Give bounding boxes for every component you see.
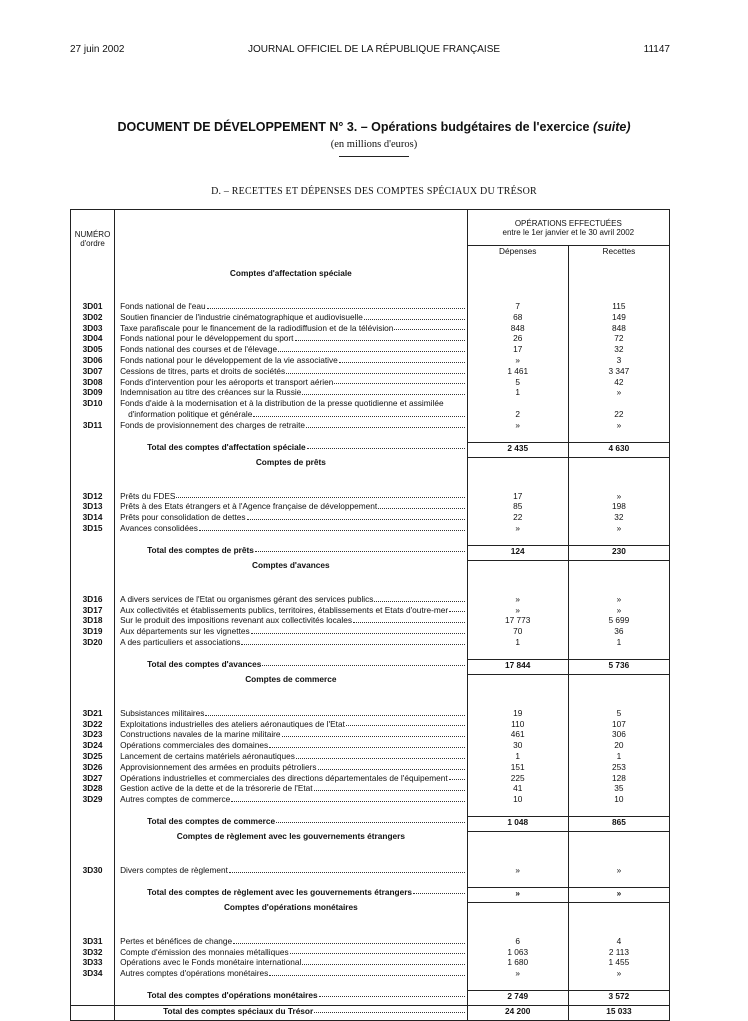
- total-label: Total des comptes de prêts: [115, 545, 468, 560]
- depenses-value: 68: [467, 312, 568, 323]
- row-number: 3D05: [71, 344, 115, 355]
- leader-dots: [276, 816, 465, 823]
- table-row: [71, 729, 670, 740]
- group-title: Comptes d'avances: [115, 560, 468, 583]
- row-label: Fonds national des courses et de l'élevage: [115, 344, 468, 355]
- recettes-value: 253: [611, 761, 626, 772]
- table-row: [71, 344, 670, 355]
- depenses-value: »: [467, 420, 568, 431]
- document-title: DOCUMENT DE DÉVELOPPEMENT N° 3. – Opérations budgétaires de l'exercice (suite): [117, 120, 631, 134]
- row-number: 3D20: [71, 637, 115, 648]
- total-depenses: 124: [467, 545, 568, 560]
- header-journal: JOURNAL OFFICIEL DE LA RÉPUBLIQUE FRANÇAISE: [247, 44, 501, 55]
- recettes-value: 32: [614, 512, 624, 523]
- recettes-value: 42: [614, 376, 624, 387]
- depenses-value: 17: [467, 491, 568, 502]
- row-number: 3D04: [71, 333, 115, 344]
- row-label: Fonds national pour le développement de la vie associative: [115, 355, 468, 366]
- leader-dots: [302, 387, 464, 395]
- recettes-value: 107: [611, 718, 626, 729]
- total-label: Total des comptes d'affectation spéciale: [115, 442, 468, 457]
- row-number: 3D14: [71, 512, 115, 523]
- row-label: Fonds national pour le développement du sport: [115, 333, 468, 344]
- recettes-value: 3: [616, 354, 622, 365]
- table-row: [71, 865, 670, 876]
- row-number: 3D07: [71, 366, 115, 377]
- recettes-value: 32: [614, 344, 624, 355]
- leader-dots: [269, 968, 464, 976]
- row-number: 3D23: [71, 729, 115, 740]
- table-row: [71, 523, 670, 534]
- row-number: 3D13: [71, 501, 115, 512]
- row-number: 3D10: [71, 398, 115, 420]
- leader-dots: [295, 333, 465, 341]
- row-label: Fonds national de l'eau: [115, 301, 468, 312]
- group-total-row: [71, 990, 670, 1005]
- recettes-value: 1: [616, 750, 622, 761]
- table-row: [71, 501, 670, 512]
- column-header-numero: NUMÉRO d'ordre: [71, 210, 115, 269]
- recettes-value: 3 347: [608, 365, 630, 376]
- row-label: Taxe parafiscale pour le financement de la radiodiffusion et de la télévision: [115, 323, 468, 334]
- table-row: [71, 957, 670, 968]
- row-label: A divers services de l'Etat ou organismes gérant des services publics: [115, 594, 468, 605]
- column-header-recettes: Recettes: [568, 246, 669, 269]
- group-header: [71, 268, 670, 290]
- row-label: Prêts pour consolidation de dettes: [115, 512, 468, 523]
- header-date: 27 juin 2002: [70, 44, 125, 55]
- recettes-value: 2 113: [608, 946, 629, 957]
- leader-dots: [255, 545, 465, 552]
- group-header: [71, 902, 670, 925]
- recettes-value: 128: [611, 772, 626, 783]
- leader-dots: [307, 442, 465, 449]
- row-label: Prêts à des Etats étrangers et à l'Agence française de développement: [115, 501, 468, 512]
- leader-dots: [262, 659, 464, 666]
- group-header: [71, 560, 670, 583]
- leader-dots: [364, 312, 465, 320]
- row-label: Exploitations industrielles des ateliers aéronautiques de l'Etat: [115, 719, 468, 730]
- row-number: 3D29: [71, 794, 115, 805]
- row-label: Fonds d'intervention pour les aéroports et transport aérien: [115, 377, 468, 388]
- table-body: [71, 210, 670, 1021]
- recettes-value: »: [616, 522, 622, 533]
- leader-dots: [339, 355, 465, 363]
- row-label: Soutien financier de l'industrie cinématographique et audiovisuelle: [115, 312, 468, 323]
- depenses-value: 461: [467, 729, 568, 740]
- row-label: Opérations commerciales des domaines: [115, 740, 468, 751]
- depenses-value: 225: [467, 773, 568, 784]
- group-header: [71, 674, 670, 697]
- table-row: [71, 398, 670, 420]
- depenses-value: 848: [467, 323, 568, 334]
- recettes-value: »: [616, 968, 622, 979]
- table-row: [71, 936, 670, 947]
- document-subtitle: (en millions d'euros): [330, 139, 418, 150]
- recettes-value: 848: [611, 322, 626, 333]
- total-recettes: 4 630: [568, 442, 669, 457]
- depenses-value: »: [467, 968, 568, 979]
- group-header: [71, 457, 670, 480]
- depenses-value: »: [467, 355, 568, 366]
- recettes-value: 5: [616, 707, 622, 718]
- leader-dots: [314, 1006, 464, 1013]
- depenses-value: 17: [467, 344, 568, 355]
- recettes-value: 22: [614, 408, 624, 419]
- row-label: Opérations avec le Fonds monétaire international: [115, 957, 468, 968]
- total-depenses: 2 435: [467, 442, 568, 457]
- table-row: [71, 708, 670, 719]
- leader-dots: [251, 626, 465, 634]
- leader-dots: [346, 719, 465, 727]
- depenses-value: 10: [467, 794, 568, 805]
- recettes-value: 36: [614, 626, 624, 637]
- depenses-value: 1 680: [467, 957, 568, 968]
- row-label: Divers comptes de règlement: [115, 865, 468, 876]
- recettes-value: 5 699: [608, 615, 630, 626]
- total-recettes: »: [568, 887, 669, 902]
- total-label: Total des comptes d'opérations monétaires: [115, 990, 468, 1005]
- row-number: 3D21: [71, 708, 115, 719]
- leader-dots: [314, 783, 465, 791]
- table-row: [71, 751, 670, 762]
- table-row: [71, 323, 670, 334]
- leader-dots: [302, 957, 464, 965]
- row-number: 3D15: [71, 523, 115, 534]
- recettes-value: 1: [616, 636, 622, 647]
- leader-dots: [318, 762, 465, 770]
- row-label: Constructions navales de la marine militaire: [115, 729, 468, 740]
- leader-dots: [378, 501, 464, 509]
- depenses-value: 1: [467, 387, 568, 398]
- group-total-row: [71, 545, 670, 560]
- column-header-operations: OPÉRATIONS EFFECTUÉES entre le 1er janvier et le 30 avril 2002: [502, 218, 635, 237]
- row-number: 3D26: [71, 762, 115, 773]
- table-row: [71, 626, 670, 637]
- special-accounts-table: [70, 209, 670, 1021]
- total-label: Total des comptes d'avances: [115, 659, 468, 674]
- table-row: [71, 333, 670, 344]
- total-recettes: 3 572: [568, 990, 669, 1005]
- table-row: [71, 637, 670, 648]
- recettes-value: 10: [614, 794, 624, 805]
- total-depenses: 1 048: [467, 816, 568, 831]
- depenses-value: 1: [467, 637, 568, 648]
- leader-dots: [334, 377, 464, 385]
- total-label: Total des comptes de règlement avec les gouvernements étrangers: [115, 887, 468, 902]
- total-recettes: 230: [568, 545, 669, 560]
- depenses-value: 17 773: [467, 615, 568, 626]
- recettes-value: 4: [616, 935, 622, 946]
- table-row: [71, 377, 670, 388]
- row-number: 3D28: [71, 783, 115, 794]
- table-row: [71, 947, 670, 958]
- depenses-value: 151: [467, 762, 568, 773]
- depenses-value: 85: [467, 501, 568, 512]
- leader-dots: [229, 865, 465, 873]
- total-label: Total des comptes de commerce: [115, 816, 468, 831]
- leader-dots: [449, 605, 465, 613]
- leader-dots: [207, 301, 465, 309]
- depenses-value: »: [467, 594, 568, 605]
- row-number: 3D31: [71, 936, 115, 947]
- row-label: Subsistances militaires: [115, 708, 468, 719]
- leader-dots: [253, 409, 464, 417]
- row-label: Autres comptes d'opérations monétaires: [115, 968, 468, 979]
- leader-dots: [247, 512, 465, 520]
- row-number: 3D18: [71, 615, 115, 626]
- leader-dots: [176, 491, 464, 499]
- table-row: [71, 420, 670, 431]
- total-depenses: 17 844: [467, 659, 568, 674]
- row-label: Fonds d'aide à la modernisation et à la distribution de la presse quotidienne et assimilée d'information politique et générale: [115, 398, 468, 420]
- table-row: [71, 355, 670, 366]
- depenses-value: »: [467, 605, 568, 616]
- table-row: [71, 615, 670, 626]
- depenses-value: 19: [467, 708, 568, 719]
- recettes-value: »: [616, 864, 622, 875]
- row-number: 3D12: [71, 491, 115, 502]
- recettes-value: 1 455: [608, 957, 630, 968]
- row-number: 3D22: [71, 719, 115, 730]
- row-number: 3D27: [71, 773, 115, 784]
- group-total-row: [71, 887, 670, 902]
- table-row: [71, 366, 670, 377]
- row-label: Compte d'émission des monnaies métalliques: [115, 947, 468, 958]
- row-label: Gestion active de la dette et de la trésorerie de l'Etat: [115, 783, 468, 794]
- row-label: Aux collectivités et établissements publics, territoires, établissements et Etats d'outre-mer: [115, 605, 468, 616]
- table-row: [71, 968, 670, 979]
- row-label: Lancement de certains matériels aéronautiques: [115, 751, 468, 762]
- depenses-value: 70: [467, 626, 568, 637]
- row-label: Indemnisation au titre des créances sur la Russie: [115, 387, 468, 398]
- title-rule: [339, 156, 409, 157]
- row-number: 3D17: [71, 605, 115, 616]
- leader-dots: [394, 323, 464, 331]
- row-number: 3D16: [71, 594, 115, 605]
- row-number: 3D32: [71, 947, 115, 958]
- leader-dots: [353, 615, 465, 623]
- depenses-value: 5: [467, 377, 568, 388]
- recettes-value: »: [616, 387, 622, 398]
- grand-total-label: Total des comptes spéciaux du Trésor: [115, 1005, 468, 1020]
- leader-dots: [449, 773, 465, 781]
- leader-dots: [374, 594, 464, 602]
- leader-dots: [296, 751, 465, 759]
- group-header: [71, 831, 670, 854]
- depenses-value: 41: [467, 783, 568, 794]
- leader-dots: [233, 936, 464, 944]
- depenses-value: 6: [467, 936, 568, 947]
- depenses-value: 30: [467, 740, 568, 751]
- group-title: Comptes de commerce: [115, 674, 468, 697]
- leader-dots: [241, 637, 464, 645]
- recettes-value: 149: [611, 311, 626, 322]
- table-row: [71, 512, 670, 523]
- row-number: 3D09: [71, 387, 115, 398]
- recettes-value: 306: [611, 729, 626, 740]
- depenses-value: »: [467, 865, 568, 876]
- row-number: 3D33: [71, 957, 115, 968]
- group-total-row: [71, 442, 670, 457]
- depenses-value: »: [467, 523, 568, 534]
- table-row: [71, 594, 670, 605]
- group-title: Comptes d'opérations monétaires: [115, 902, 468, 925]
- total-recettes: 5 736: [568, 659, 669, 674]
- total-depenses: »: [467, 887, 568, 902]
- row-number: 3D19: [71, 626, 115, 637]
- group-title: Comptes de prêts: [115, 457, 468, 480]
- recettes-value: »: [616, 593, 622, 604]
- table-row: [71, 605, 670, 616]
- table-row: [71, 773, 670, 784]
- recettes-value: 35: [614, 783, 624, 794]
- row-label: Approvisionnement des armées en produits pétroliers: [115, 762, 468, 773]
- table-row: [71, 762, 670, 773]
- row-number: 3D01: [71, 301, 115, 312]
- row-label: Fonds de provisionnement des charges de retraite: [115, 420, 468, 431]
- depenses-value: 26: [467, 333, 568, 344]
- section-title: D. – RECETTES ET DÉPENSES DES COMPTES SPÉCIAUX DU TRÉSOR: [211, 186, 537, 197]
- table-row: [71, 783, 670, 794]
- row-number: 3D06: [71, 355, 115, 366]
- group-total-row: [71, 659, 670, 674]
- leader-dots: [290, 947, 465, 955]
- leader-dots: [413, 887, 465, 894]
- depenses-value: 2: [467, 398, 568, 420]
- column-header-depenses: Dépenses: [467, 246, 568, 269]
- table-row: [71, 301, 670, 312]
- leader-dots: [269, 740, 465, 748]
- row-label: Prêts du FDES: [115, 491, 468, 502]
- depenses-value: 22: [467, 512, 568, 523]
- recettes-value: »: [616, 604, 622, 615]
- row-number: 3D11: [71, 420, 115, 431]
- row-label: Avances consolidées: [115, 523, 468, 534]
- table-row: [71, 491, 670, 502]
- row-number: 3D25: [71, 751, 115, 762]
- depenses-value: 110: [467, 719, 568, 730]
- depenses-value: 1: [467, 751, 568, 762]
- leader-dots: [306, 420, 465, 428]
- recettes-value: 20: [614, 740, 624, 751]
- table-row: [71, 719, 670, 730]
- leader-dots: [282, 729, 465, 737]
- total-recettes: 865: [568, 816, 669, 831]
- group-total-row: [71, 816, 670, 831]
- header-page-number: 11147: [643, 44, 670, 55]
- depenses-value: 7: [467, 301, 568, 312]
- table-row: [71, 387, 670, 398]
- group-title: Comptes d'affectation spéciale: [115, 268, 468, 290]
- row-label: A des particuliers et associations: [115, 637, 468, 648]
- recettes-value: »: [616, 419, 622, 430]
- leader-dots: [199, 523, 465, 531]
- row-label: Sur le produit des impositions revenant aux collectivités locales: [115, 615, 468, 626]
- row-label: Cessions de titres, parts et droits de sociétés: [115, 366, 468, 377]
- grand-total-recettes: 15 033: [568, 1005, 669, 1020]
- group-title: Comptes de règlement avec les gouvernements étrangers: [115, 831, 468, 854]
- table-row: [71, 312, 670, 323]
- row-number: 3D24: [71, 740, 115, 751]
- leader-dots: [286, 366, 464, 374]
- table-row: [71, 740, 670, 751]
- row-number: 3D03: [71, 323, 115, 334]
- row-label: Opérations industrielles et commerciales des directions départementales de l'équipement: [115, 773, 468, 784]
- leader-dots: [231, 794, 464, 802]
- leader-dots: [319, 990, 465, 997]
- row-number: 3D08: [71, 377, 115, 388]
- recettes-value: 198: [611, 501, 626, 512]
- grand-total-row: [71, 1005, 670, 1020]
- row-label: Aux départements sur les vignettes: [115, 626, 468, 637]
- row-label: Pertes et bénéfices de change: [115, 936, 468, 947]
- row-number: 3D30: [71, 865, 115, 876]
- leader-dots: [205, 708, 464, 716]
- recettes-value: »: [616, 490, 622, 501]
- leader-dots: [278, 344, 465, 352]
- table-row: [71, 794, 670, 805]
- recettes-value: 72: [614, 333, 624, 344]
- grand-total-depenses: 24 200: [467, 1005, 568, 1020]
- row-number: 3D02: [71, 312, 115, 323]
- row-number: 3D34: [71, 968, 115, 979]
- row-label: Autres comptes de commerce: [115, 794, 468, 805]
- total-depenses: 2 749: [467, 990, 568, 1005]
- depenses-value: 1 461: [467, 366, 568, 377]
- depenses-value: 1 063: [467, 947, 568, 958]
- recettes-value: 115: [612, 301, 626, 311]
